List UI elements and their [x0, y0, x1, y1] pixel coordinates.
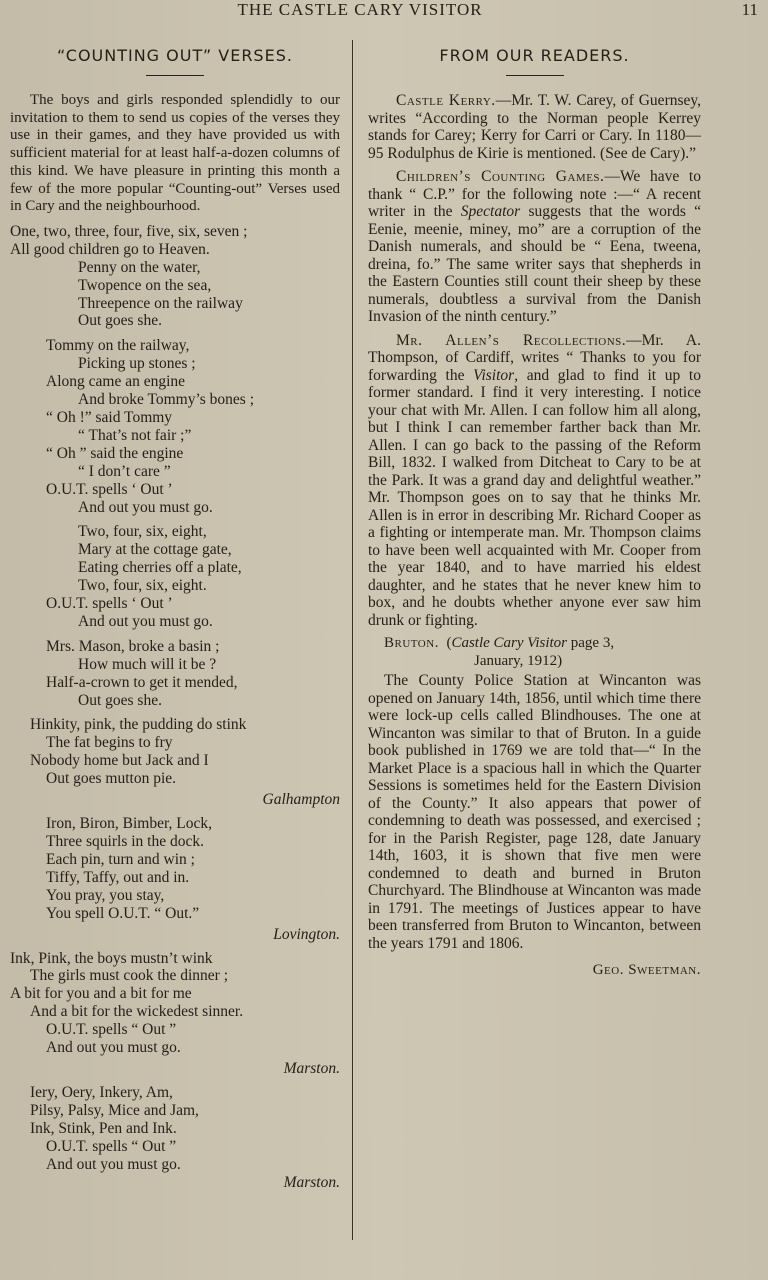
entry-text: , and glad to find it up to former standard. I find it very interesting. I notice your chat with Mr. Allen. I can follow him all along, but I think I can remember farther back than Mr. Allen. I can go back to the passing of the Reform Bill, 1832. I walked from Ditcheat to Cary to be at the Park. It was a grand day and delightful weather.” Mr. Thompson goes on to say that he thinks Mr. Allen is in error in describing Mr. Richard Cooper as a fighting or intemperate man. Mr. Thompson claims to have been well acquainted with Mr. Cooper from the year 1840, and to have married his eldest daughter, and he states that he never knew him to box, and he doubts whether anyone ever saw him drunk or fighting. [368, 366, 701, 629]
verse-line: And out you must go. [46, 1039, 181, 1057]
allen-entry [368, 332, 701, 630]
verse [10, 337, 340, 516]
verse-line: A bit for you and a bit for me [10, 985, 192, 1003]
bruton-entry: The County Police Station at Wincanton was opened on January 14th, 1856, until which time there were lock-up cells called Blindhouses. The one at Wincanton was similar to that of Bruton. In a guide book published in 1769 we are told that—“ In the Market Place is a spacious hall in which the Quarter Sessions is sometimes held for the Eastern Division of the County.” It also appears that power of condemning to death was possessed, and exercised ; for in the Parish Register, page 128, date January 14th, 1603, it is shown that five men were condemned to death and burned in Bruton Churchyard. The Blindhouse at Wincanton was made in 1791. The meetings of Justices appear to have been transferred from Bruton to Wincanton, between the years 1791 and 1806. [368, 672, 701, 952]
verse-line: Eating cherries off a plate, [78, 559, 242, 577]
column-divider [352, 40, 353, 1240]
counting-out-intro: The boys and girls responded splendidly to our invitation to them to send us copies of the verses they use in their games, and they have provided us with sufficient material for at least half-a-dozen columns of this kind. We have pleasure in printing this month a few of the more popular “Counting-out” Verses used in Cary and the neighbourhood. [10, 92, 340, 215]
verse-line: Three squirls in the dock. [46, 833, 204, 851]
verse-line: Two, four, six, eight. [78, 577, 207, 595]
verse-attribution: Marston. [283, 1059, 340, 1077]
verse-line: Picking up stones ; [78, 355, 196, 373]
verse-line: Out goes she. [78, 691, 162, 709]
verse-line: Hinkity, pink, the pudding do stink [30, 716, 247, 734]
verse-line: O.U.T. spells “ Out ” [46, 1137, 177, 1155]
verse-line: Ink, Pink, the boys mustn’t wink [10, 949, 213, 967]
verse-line: Iron, Biron, Bimber, Lock, [46, 815, 212, 833]
source-open: ( [446, 635, 452, 651]
verse-line: Penny on the water, [78, 258, 201, 276]
entry-title: Mr. Allen’s Recollections. [396, 331, 627, 349]
verse-line: Twopence on the sea, [78, 276, 212, 294]
verse-attribution: Lovington. [273, 925, 340, 943]
verse-line: Half-a-crown to get it mended, [46, 673, 238, 691]
running-title: THE CASTLE CARY VISITOR [237, 0, 483, 19]
source-date: January, 1912) [474, 652, 563, 669]
castle-kerry-entry [368, 92, 701, 162]
verse-line: Mrs. Mason, broke a basin ; [46, 637, 220, 655]
verse-attribution: Galhampton [262, 791, 340, 809]
entry-text: —We have to thank “ C.P.” for the following note :—“ A recent writer in the [368, 168, 701, 220]
verse-line: O.U.T. spells “ Out ” [46, 1021, 177, 1039]
verse [10, 523, 340, 630]
verse [10, 638, 340, 710]
verse [10, 716, 340, 788]
entry-text: —Mr. T. W. Carey, of Guernsey, writes “According to the Norman people Kerrey stands for Carey; Kerry for Carri or Cary. In 1180—95 Rodulphus de Kirie is mentioned. (See de Cary).” [368, 92, 702, 162]
signature: Geo. Sweetman. [592, 962, 701, 979]
publication-name: Spectator [460, 203, 521, 220]
verse-line: Along came an engine [46, 373, 186, 391]
verse-line: “ Oh !” said Tommy [46, 408, 173, 426]
readers-column [368, 36, 701, 979]
entry-title: Castle Kerry. [396, 92, 496, 109]
entry-text: suggests that the words “ Eenie, meenie, miney, mo” are a corruption of the Danish numerals, and should be “ Eena, tweena, dreina, fo.” The same writer says that shepherds in the Eastern Counties still count their sheep by these numerals, doubtless a survival from the Danish Invasion of the ninth century.” [368, 203, 701, 325]
entry-title: Children’s Counting Games. [396, 168, 605, 185]
verse-line: One, two, three, four, five, six, seven ; [10, 222, 248, 240]
entry-text: —Mr. A. Thompson, of Cardiff, writes “ Thanks to you for forwarding the [368, 331, 701, 384]
verse-line: And out you must go. [46, 1155, 181, 1173]
verse-line: And out you must go. [78, 498, 213, 516]
verse-line: O.U.T. spells ‘ Out ’ [46, 480, 173, 498]
verse-line: Nobody home but Jack and I [30, 752, 209, 770]
verse-line: The fat begins to fry [46, 734, 173, 752]
verse-line: Iery, Oery, Inkery, Am, [30, 1083, 173, 1101]
publication-name: Visitor [473, 366, 515, 384]
readers-heading: FROM OUR READERS. [439, 46, 630, 65]
counting-out-heading: “COUNTING OUT” VERSES. [57, 46, 293, 65]
counting-games-entry [368, 168, 701, 326]
verse-line: The girls must cook the dinner ; [30, 967, 229, 985]
verse-line: You spell O.U.T. “ Out.” [46, 904, 200, 922]
verse-line: “ That’s not fair ;” [78, 426, 192, 444]
verse-line: Tommy on the railway, [46, 337, 190, 355]
verse-line: Tiffy, Taffy, out and in. [46, 868, 190, 886]
entry-title: Bruton. [384, 635, 439, 651]
verse-line: Two, four, six, eight, [78, 523, 207, 541]
verse-line: Out goes mutton pie. [46, 770, 177, 788]
verse [10, 815, 340, 922]
verse-attribution: Marston. [283, 1173, 340, 1191]
verse-line: “ Oh ” said the engine [46, 444, 184, 462]
publication-name: Castle Cary Visitor [451, 635, 568, 651]
verse-line: Ink, Stink, Pen and Ink. [30, 1119, 177, 1137]
verse-line: Pilsy, Palsy, Mice and Jam, [30, 1101, 199, 1119]
verse [10, 950, 340, 1057]
verse-line: You pray, you stay, [46, 886, 165, 904]
verse-line: And broke Tommy’s bones ; [78, 391, 255, 409]
verse-line: Mary at the cottage gate, [78, 541, 232, 559]
verse-line: And a bit for the wickedest sinner. [30, 1003, 244, 1021]
verse-line: All good children go to Heaven. [10, 240, 210, 258]
page-number: 11 [741, 0, 758, 19]
verse [10, 223, 340, 330]
verse-line: O.U.T. spells ‘ Out ’ [46, 595, 173, 613]
heading-rule [146, 75, 204, 76]
verse-line: How much will it be ? [78, 655, 217, 673]
counting-out-column [10, 36, 340, 1198]
bruton-heading [368, 635, 701, 670]
verse-line: Out goes she. [78, 312, 162, 330]
heading-rule [506, 75, 564, 76]
running-head [0, 0, 768, 22]
verse-line: Threepence on the railway [78, 294, 243, 312]
verse-line: “ I don’t care ” [78, 462, 171, 480]
source-page: page 3, [567, 635, 615, 651]
verse-line: Each pin, turn and win ; [46, 850, 195, 868]
verse [10, 1084, 340, 1174]
verse-line: And out you must go. [78, 612, 213, 630]
